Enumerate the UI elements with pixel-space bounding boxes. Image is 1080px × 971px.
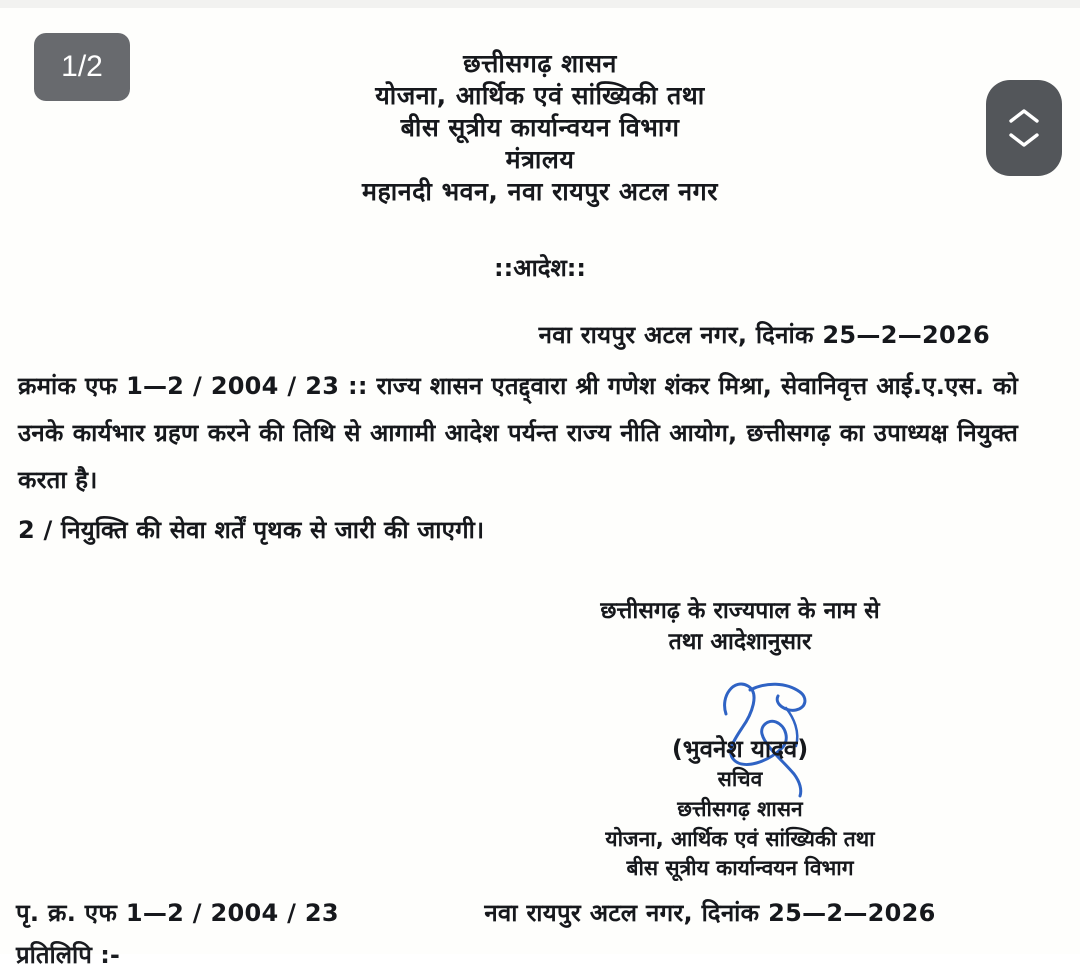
authority-block [440,596,1040,658]
header-line-2: योजना, आर्थिक एवं सांख्यिकी तथा [375,81,705,110]
body-paragraph-2: 2 / नियुक्ति की सेवा शर्तें पृथक से जारी की जाएगी। [18,516,485,545]
header-line-5: महानदी भवन, नवा रायपुर अटल नगर [362,177,718,206]
chevron-down-icon[interactable] [1007,130,1041,150]
footer-place-and-date: नवा रायपुर अटल नगर, दिनांक 25—2—2026 [484,899,936,927]
header-line-3: बीस सूत्रीय कार्यान्वयन विभाग [400,113,680,142]
authority-line-2: तथा आदेशानुसार [668,629,812,656]
designation-line-3: योजना, आर्थिक एवं सांख्यिकी तथा [605,826,875,851]
signatory-name: (भुवनेश यादव) [671,735,809,763]
document-page [0,8,1080,969]
body-paragraph-1: क्रमांक एफ 1—2 / 2004 / 23 :: राज्य शासन एतद्द्वारा श्री गणेश शंकर मिश्रा, सेवानिवृत्त आई.ए.एस. को उनके कार्यभार ग्रहण करने की तिथि से आगामी आदेश पर्यन्त राज्य नीति आयोग, छत्तीसगढ़ का उपाध्यक्ष नियुक्त करता है। [18,372,1018,494]
viewer-top-strip [0,0,1080,8]
authority-line-1: छत्तीसगढ़ के राज्यपाल के नाम से [600,598,880,624]
footer-cut-off-line: प्रतिलिपि :- [16,941,120,969]
signatory-designation [440,765,1040,884]
chevron-up-icon[interactable] [1007,106,1041,126]
document-header [140,48,940,208]
footer-reference-number: पृ. क्र. एफ 1—2 / 2004 / 23 [16,899,339,927]
place-and-date: नवा रायपुर अटल नगर, दिनांक 25—2—2026 [538,321,990,349]
header-line-1: छत्तीसगढ़ शासन [463,49,617,78]
designation-line-1: सचिव [717,767,763,791]
header-line-4: मंत्रालय [505,145,575,174]
order-title: ::आदेश:: [494,254,586,282]
document-body [18,363,1018,554]
designation-line-4: बीस सूत्रीय कार्यान्वयन विभाग [626,856,854,881]
page-navigation-control[interactable] [986,80,1062,176]
page-indicator-badge: 1/2 [34,33,130,101]
designation-line-2: छत्तीसगढ़ शासन [677,796,803,821]
